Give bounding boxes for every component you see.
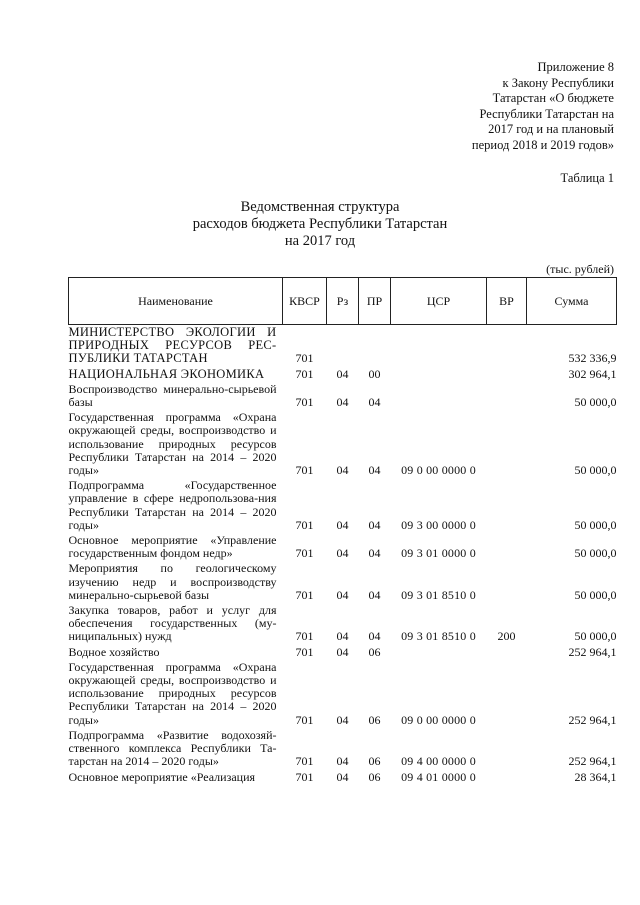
row-name: Государственная программа «Охрана окружающей среды, воспроизводство и использование природных ресурсов Республики Татарстан на 2014 – 2020 годы»	[68, 659, 277, 727]
row-sum: 50 000,0	[574, 587, 617, 602]
row-kvsr: 701	[295, 463, 314, 478]
row-csr: 09 4 00 0000 0	[401, 754, 476, 769]
row-kvsr: 701	[295, 546, 314, 561]
row-sum: 302 964,1	[568, 366, 617, 381]
table-label: Таблица 1	[560, 171, 614, 185]
table-row	[69, 367, 617, 382]
row-csr: 09 0 00 0000 0	[401, 712, 476, 727]
row-pr: 06	[368, 754, 381, 769]
row-name: Основное мероприятие «Управление государственным фондом недр»	[68, 533, 277, 561]
row-rz: 04	[336, 587, 349, 602]
row-pr: 00	[368, 366, 381, 381]
row-vr	[487, 478, 527, 533]
row-sum: 50 000,0	[574, 546, 617, 561]
row-rz: 04	[336, 366, 349, 381]
row-pr: 04	[368, 587, 381, 602]
row-kvsr: 701	[295, 351, 314, 366]
table-row	[69, 533, 617, 561]
row-pr: 06	[368, 712, 381, 727]
header-sum: Сумма	[527, 278, 617, 325]
table-row	[69, 410, 617, 478]
row-pr: 04	[368, 629, 381, 644]
row-vr	[487, 367, 527, 382]
table-row	[69, 325, 617, 367]
row-kvsr: 701	[295, 629, 314, 644]
row-sum: 252 964,1	[568, 644, 617, 659]
header-pr: ПР	[359, 278, 391, 325]
header-csr: ЦСР	[391, 278, 487, 325]
title-line: на 2017 год	[284, 233, 356, 249]
title-line: расходов бюджета Республики Татарстан	[192, 216, 448, 232]
units-label: (тыс. рублей)	[546, 262, 614, 276]
row-csr: 09 3 00 0000 0	[401, 517, 476, 532]
row-rz: 04	[336, 463, 349, 478]
appendix-line: Республики Татарстан на	[479, 106, 614, 121]
row-pr: 04	[368, 546, 381, 561]
row-vr	[487, 728, 527, 770]
appendix-line: к Закону Республики	[502, 75, 614, 90]
document-title	[0, 199, 640, 250]
row-vr	[487, 533, 527, 561]
row-name: Государственная программа «Охрана окружающей среды, воспроизводство и использование природных ресурсов Республики Татарстан на 2014 – 2020 годы»	[68, 410, 277, 478]
row-rz: 04	[336, 546, 349, 561]
row-name: Мероприятия по геологическому изучению недр и воспроизводству минерально-сырьевой базы	[68, 561, 277, 602]
row-sum: 252 964,1	[568, 712, 617, 727]
appendix-line: период 2018 и 2019 годов»	[471, 137, 614, 152]
row-sum: 50 000,0	[574, 517, 617, 532]
row-kvsr: 701	[295, 366, 314, 381]
row-rz: 04	[336, 629, 349, 644]
row-rz: 04	[336, 769, 349, 784]
row-rz: 04	[336, 754, 349, 769]
row-csr	[391, 325, 487, 367]
row-csr: 09 4 01 0000 0	[401, 769, 476, 784]
table-row	[69, 561, 617, 603]
table-row	[69, 728, 617, 770]
row-sum: 532 336,9	[568, 351, 617, 366]
row-vr	[487, 645, 527, 660]
row-kvsr: 701	[295, 517, 314, 532]
row-kvsr: 701	[295, 644, 314, 659]
row-csr	[391, 382, 487, 410]
row-kvsr: 701	[295, 769, 314, 784]
row-csr	[391, 645, 487, 660]
appendix-line: Приложение 8	[537, 60, 614, 74]
appendix-line: 2017 год и на плановый	[488, 122, 614, 136]
row-pr: 06	[368, 769, 381, 784]
row-csr: 09 0 00 0000 0	[401, 463, 476, 478]
row-vr	[487, 382, 527, 410]
row-name: МИНИСТЕРСТВО ЭКОЛОГИИ И ПРИРОДНЫХ РЕСУРСОВ РЕС-ПУБЛИКИ ТАТАРСТАН	[68, 325, 277, 366]
appendix-line: Татарстан «О бюджете	[492, 91, 614, 105]
header-rz: Рз	[327, 278, 359, 325]
row-name: Водное хозяйство	[68, 644, 160, 659]
row-kvsr: 701	[295, 395, 314, 410]
table-row	[69, 478, 617, 533]
header-vr: ВР	[487, 278, 527, 325]
row-name: НАЦИОНАЛЬНАЯ ЭКОНОМИКА	[68, 366, 265, 381]
row-name: Воспроизводство минерально-сырьевой базы	[68, 381, 277, 410]
row-pr: 04	[368, 463, 381, 478]
row-name: Закупка товаров, работ и услуг для обеспечения государственных (му-ниципальных) нужд	[68, 603, 277, 644]
row-csr	[391, 367, 487, 382]
row-sum: 50 000,0	[574, 629, 617, 644]
table-row	[69, 660, 617, 728]
row-vr	[487, 660, 527, 728]
row-vr	[487, 561, 527, 603]
row-pr: 04	[368, 517, 381, 532]
row-pr: 06	[368, 644, 381, 659]
row-sum: 50 000,0	[574, 463, 617, 478]
appendix-note	[384, 60, 614, 153]
table-row	[69, 603, 617, 645]
row-csr: 09 3 01 0000 0	[401, 546, 476, 561]
row-vr: 200	[497, 629, 516, 644]
row-name: Подпрограмма «Государственное управление в сфере недропользова-ния Республики Татарстан на 2014 – 2020 годы»	[68, 478, 277, 532]
row-sum: 252 964,1	[568, 754, 617, 769]
table-header-row	[69, 278, 617, 325]
row-rz: 04	[336, 395, 349, 410]
header-name: Наименование	[69, 278, 283, 325]
row-name: Подпрограмма «Развитие водохозяй-ственного комплекса Республики Та-тарстан на 2014 – 2020 годы»	[68, 727, 277, 769]
header-kvsr: КВСР	[283, 278, 327, 325]
table-row	[69, 382, 617, 410]
row-kvsr: 701	[295, 587, 314, 602]
table-row	[69, 770, 617, 785]
table-row	[69, 645, 617, 660]
row-sum: 28 364,1	[574, 769, 617, 784]
row-rz: 04	[336, 644, 349, 659]
row-name: Основное мероприятие «Реализация	[68, 769, 256, 784]
row-kvsr: 701	[295, 712, 314, 727]
row-vr	[487, 325, 527, 367]
row-rz: 04	[336, 712, 349, 727]
expenditure-table	[68, 277, 617, 785]
row-vr	[487, 410, 527, 478]
row-pr	[359, 325, 391, 367]
row-sum: 50 000,0	[574, 395, 617, 410]
row-csr: 09 3 01 8510 0	[401, 587, 476, 602]
row-pr: 04	[368, 395, 381, 410]
title-line: Ведомственная структура	[240, 199, 400, 215]
row-rz: 04	[336, 517, 349, 532]
row-rz	[327, 325, 359, 367]
row-kvsr: 701	[295, 754, 314, 769]
row-csr: 09 3 01 8510 0	[401, 629, 476, 644]
row-vr	[487, 770, 527, 785]
